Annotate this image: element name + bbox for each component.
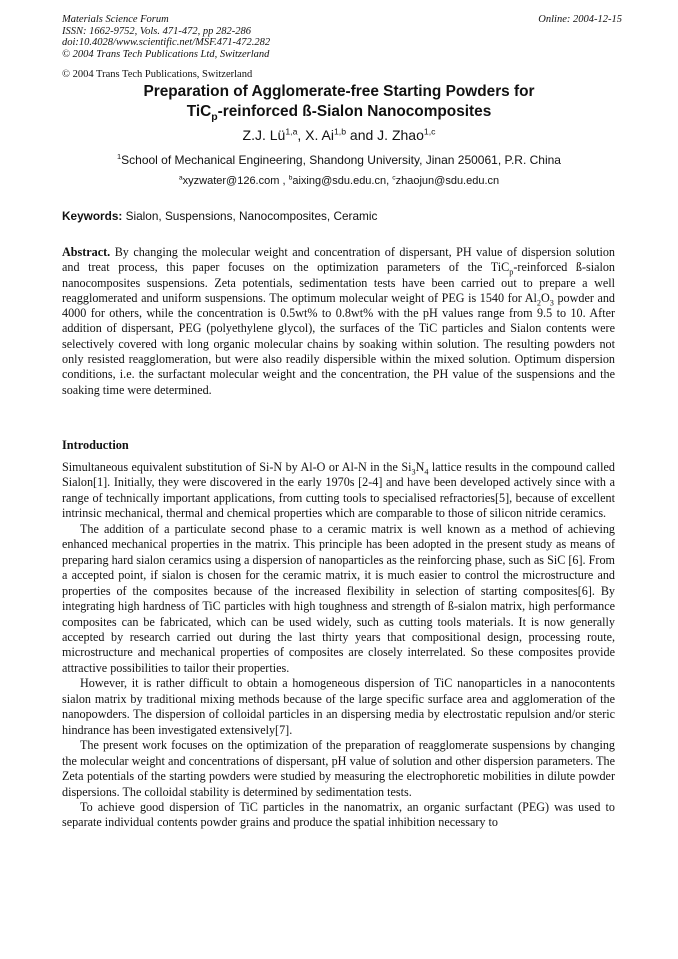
- title-rest: -reinforced ß-Sialon Nanocomposites: [217, 102, 492, 120]
- author-3-affil: 1,c: [423, 126, 436, 137]
- email-b[interactable]: aixing@sdu.edu.cn,: [292, 175, 393, 187]
- title-subscript: p: [211, 111, 218, 123]
- author-1-affil: 1,a: [285, 126, 298, 137]
- author-3: and J. Zhao: [346, 127, 424, 143]
- author-2: , X. Ai: [297, 127, 334, 143]
- abstract-sub-3: 3: [549, 298, 554, 308]
- title-line-1: Preparation of Agglomerate-free Starting Powders for: [143, 83, 535, 100]
- copyright-notice: © 2004 Trans Tech Publications, Switzerland: [62, 69, 253, 80]
- intro-paragraph-3: However, it is rather difficult to obtain a homogeneous dispersion of TiC nanoparticles in a nanocontents sialon matrix by traditional mixing methods because of the large specific surface area and agglomeration of the nanopowders. The dispersion of colloidal particles in an dispersing media by electrostatic repulsion and/or steric hindrance has been investigated extensively[7].: [62, 676, 615, 737]
- intro-p1-sub-3: 3: [411, 467, 416, 477]
- abstract-text-2: -reinforced ß-sialon nanocomposites suspensions. Zeta potentials, sedimentation tests have been carried out to prepare a well reagglomerated and uniform suspensions. The optimum molecular weight of PEG is 1540 for Al: [62, 260, 615, 305]
- journal-name: Materials Science Forum: [62, 14, 169, 25]
- abstract-sub-2: 2: [536, 298, 541, 308]
- affiliation-text: School of Mechanical Engineering, Shandong University, Jinan 250061, P.R. China: [121, 153, 561, 167]
- abstract-paragraph: [62, 245, 615, 398]
- affiliation: [62, 153, 616, 167]
- introduction-heading: Introduction: [62, 438, 129, 452]
- author-list: [62, 127, 616, 143]
- email-a-marker: a: [178, 174, 183, 182]
- keywords-text: Sialon, Suspensions, Nanocomposites, Ceramic: [122, 209, 378, 223]
- email-list: [62, 175, 616, 187]
- doi-line: doi:10.4028/www.scientific.net/MSF.471-472.282: [62, 37, 271, 49]
- email-a[interactable]: xyzwater@126.com ,: [182, 175, 289, 187]
- intro-p1-text-a: Simultaneous equivalent substitution of Si-N by Al-O or Al-N in the Si: [62, 460, 412, 474]
- email-b-marker: b: [288, 174, 293, 182]
- email-c[interactable]: zhaojun@sdu.edu.cn: [395, 175, 500, 187]
- abstract-text-3: powder and 4000 for others, while the concentration is 0.5wt% to 0.8wt% with the pH values range from 9.5 to 10. After addition of dispersant, PEG (polyethylene glycol), the surfaces of the TiC particles and Sialon contents were selectively covered with long organic molecular chains by soaking within solution. The resulting powders not only resisted reagglomeration, but were also readily dispersible within the mixed solution. Optimum dispersion conditions, i.e. the surfactant molecular weight and the concentration, the PH value of the suspensions and the soaking time were determined.: [62, 290, 616, 397]
- keywords-line: [62, 209, 616, 223]
- keywords-label: Keywords:: [62, 209, 123, 223]
- author-1: Z.J. Lü: [242, 127, 286, 143]
- intro-paragraph-5: To achieve good dispersion of TiC particles in the nanomatrix, an organic surfactant (PEG) was used to separate individual contents powder grains and produce the spatial inhibition necessary to: [62, 799, 615, 830]
- abstract-sub-p: p: [509, 267, 514, 277]
- intro-paragraph-1: [62, 460, 615, 522]
- abstract-oxygen: O: [541, 290, 550, 305]
- affiliation-marker: 1: [117, 152, 122, 161]
- title-line-2: [62, 102, 616, 122]
- email-c-marker: c: [392, 174, 396, 182]
- journal-header: [62, 14, 622, 60]
- abstract-label: Abstract.: [62, 245, 111, 259]
- intro-p1-text-c: lattice results in the compound called Sialon[1]. Initially, they were discovered in the early 1970s [2-4] and have been developed actively since with a range of technically important applications, from cutting tools to specialised refractories[5], because of excellent intrinsic mechanical, thermal and chemical properties which are comparable to those of silicon nitride ceramics.: [62, 460, 615, 521]
- paper-title: [62, 82, 616, 121]
- publisher-copyright: © 2004 Trans Tech Publications Ltd, Switzerland: [62, 48, 270, 60]
- intro-paragraph-4: The present work focuses on the optimization of the preparation of reagglomerate suspensions by changing the molecular weight and concentrations of dispersant, pH value of solution and other dispersion parameters. The Zeta potentials of the starting powders were studied by measuring the electrophoretic mobilities in dilute powder dispersions. The colloidal stability is determined by sedimentation tests.: [62, 738, 615, 799]
- introduction-body: [62, 460, 615, 831]
- intro-paragraph-2: The addition of a particulate second phase to a ceramic matrix is well known as a method of achieving enhanced mechanical properties in the matrix. This principle has been adopted in the present study as means of preparing hard sialon ceramics using a dispersion of nanoparticles as the reinforcing phase, such as SiC [6]. From a accepted point, if sialon is chosen for the ceramic matrix, it is much easier to control the microstructure and properties of the composites because of the increased flexibility in selection of starting composites[6]. By integrating high hardness of TiC particles with high toughness and strength of ß-sialon matrix, high performance composites can be fabricated, which can be used widely, such as cutting tools materials. It is now generally accepted by research carried out during the last thirty years that compositional design, processing route, microstructure and mechanical properties of composites are closely interrelated. So these composites provide attractive possibilities to tailor their properties.: [62, 521, 615, 675]
- online-date: Online: 2004-12-15: [538, 14, 622, 25]
- issn-line: ISSN: 1662-9752, Vols. 471-472, pp 282-286: [62, 25, 251, 37]
- intro-p1-nitrogen: N: [415, 460, 425, 474]
- abstract-text-1: By changing the molecular weight and concentration of dispersant, PH value of dispersion solution and treat process, this paper focuses on the optimization parameters of the TiC: [62, 245, 615, 275]
- intro-p1-sub-4: 4: [424, 467, 429, 477]
- title-tic: TiC: [186, 102, 212, 120]
- author-2-affil: 1,b: [333, 126, 347, 137]
